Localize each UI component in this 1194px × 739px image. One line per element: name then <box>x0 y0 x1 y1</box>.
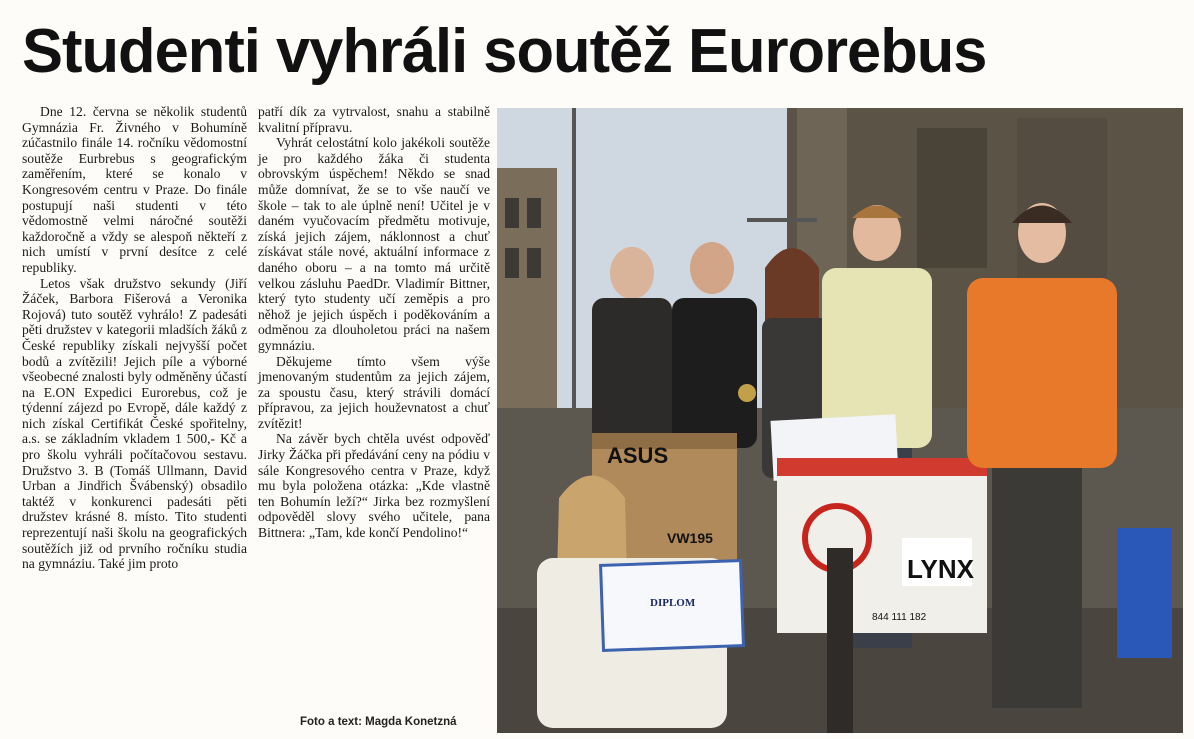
paragraph: patří dík za vytrvalost, snahu a stabilně kvalitní přípravu. <box>258 104 490 135</box>
paragraph: Na závěr bych chtěla uvést odpověď Jirky Žáčka při předávání ceny na pódiu v sále Kongresového centra v Praze, když mu byla položena otázka: „Kde vlastně ten Bohumín leží?“ Jirka bez rozmyšlení odpověděl slovy svého učitele, pana Bittnera: „Tam, kde končí Pendolino!“ <box>258 431 490 541</box>
article-column-2 <box>258 104 490 541</box>
sign-phone-text: 844 111 182 <box>872 612 927 623</box>
box-model-text: VW195 <box>667 530 713 546</box>
group-photo <box>497 108 1183 733</box>
paragraph: Dne 12. června se několik studentů Gymnázia Fr. Živného v Bohumíně zúčastnilo finále 14. ročníku vědomostní soutěže Eurbrebus s geografickým zaměřením, které se konalo v Kongresovém centru v Praze. Do finále postupují naši studenti v této vědomostně velmi náročné soutěži každoročně a vždy se alespoň někteří z nich umístí v první desítce z celé republiky. <box>22 104 247 275</box>
paragraph: Letos však družstvo sekundy (Jiří Žáček, Barbora Fišerová a Veronika Rojová) tuto soutěž vyhrálo! Z padesáti pěti družstev v kategorii mladších žáků z České republiky získali nejvyšší počet bodů a zvítězili! Jejich píle a výborné všeobecné znalosti byly odměněny účastí na E.ON Expedici Eurorebus, což je týdenní zájezd po Evropě, dále každý z nich získal Certifikát České spořitelny, a.s. se základním vkladem 1 500,- Kč a pro školu vyhráli počítačovou sestavu. Družstvo 3. B (Tomáš Ullmann, David Urban a Jindřich Švábenský) obsadilo taktéž v konkurenci padesáti pěti družstev krásné 8. místo. Tito studenti reprezentují naši školu na geografických soutěžích již od prvního ročníku studia na gymnáziu. Také jim proto <box>22 275 247 572</box>
sign-brand-text: LYNX <box>907 554 974 584</box>
photo-credit: Foto a text: Magda Konetzná <box>300 716 457 728</box>
diploma-title-text: DIPLOM <box>650 597 696 609</box>
paragraph: Děkujeme tímto všem výše jmenovaným studentům za jejich zájem, za spoustu času, který strávili domácí přípravou, za jejich houževnatost a chuť zvítězit! <box>258 353 490 431</box>
paragraph: Vyhrát celostátní kolo jakékoli soutěže je pro každého žáka či studenta obrovským úspěchem! Někdo se snad může domnívat, že se to vše naučí ve škole – tak to ale úplně není! Učitel je v daném vyučovacím předmětu motivuje, získá jejich zájem, náklonnost a chuť získávat stále nové, aktuální informace z daného oboru – a na tomto má určitě velkou zásluhu PaedDr. Vladimír Bittner, který tyto studenty učí zeměpis a pro něhož je jejich úspěch i poděkováním a odměnou za dlouholetou práci na našem gymnáziu. <box>258 135 490 353</box>
headline: Studenti vyhráli soutěž Eurorebus <box>22 17 987 86</box>
box-brand-text: ASUS <box>607 443 669 468</box>
article-column-1 <box>22 104 247 572</box>
